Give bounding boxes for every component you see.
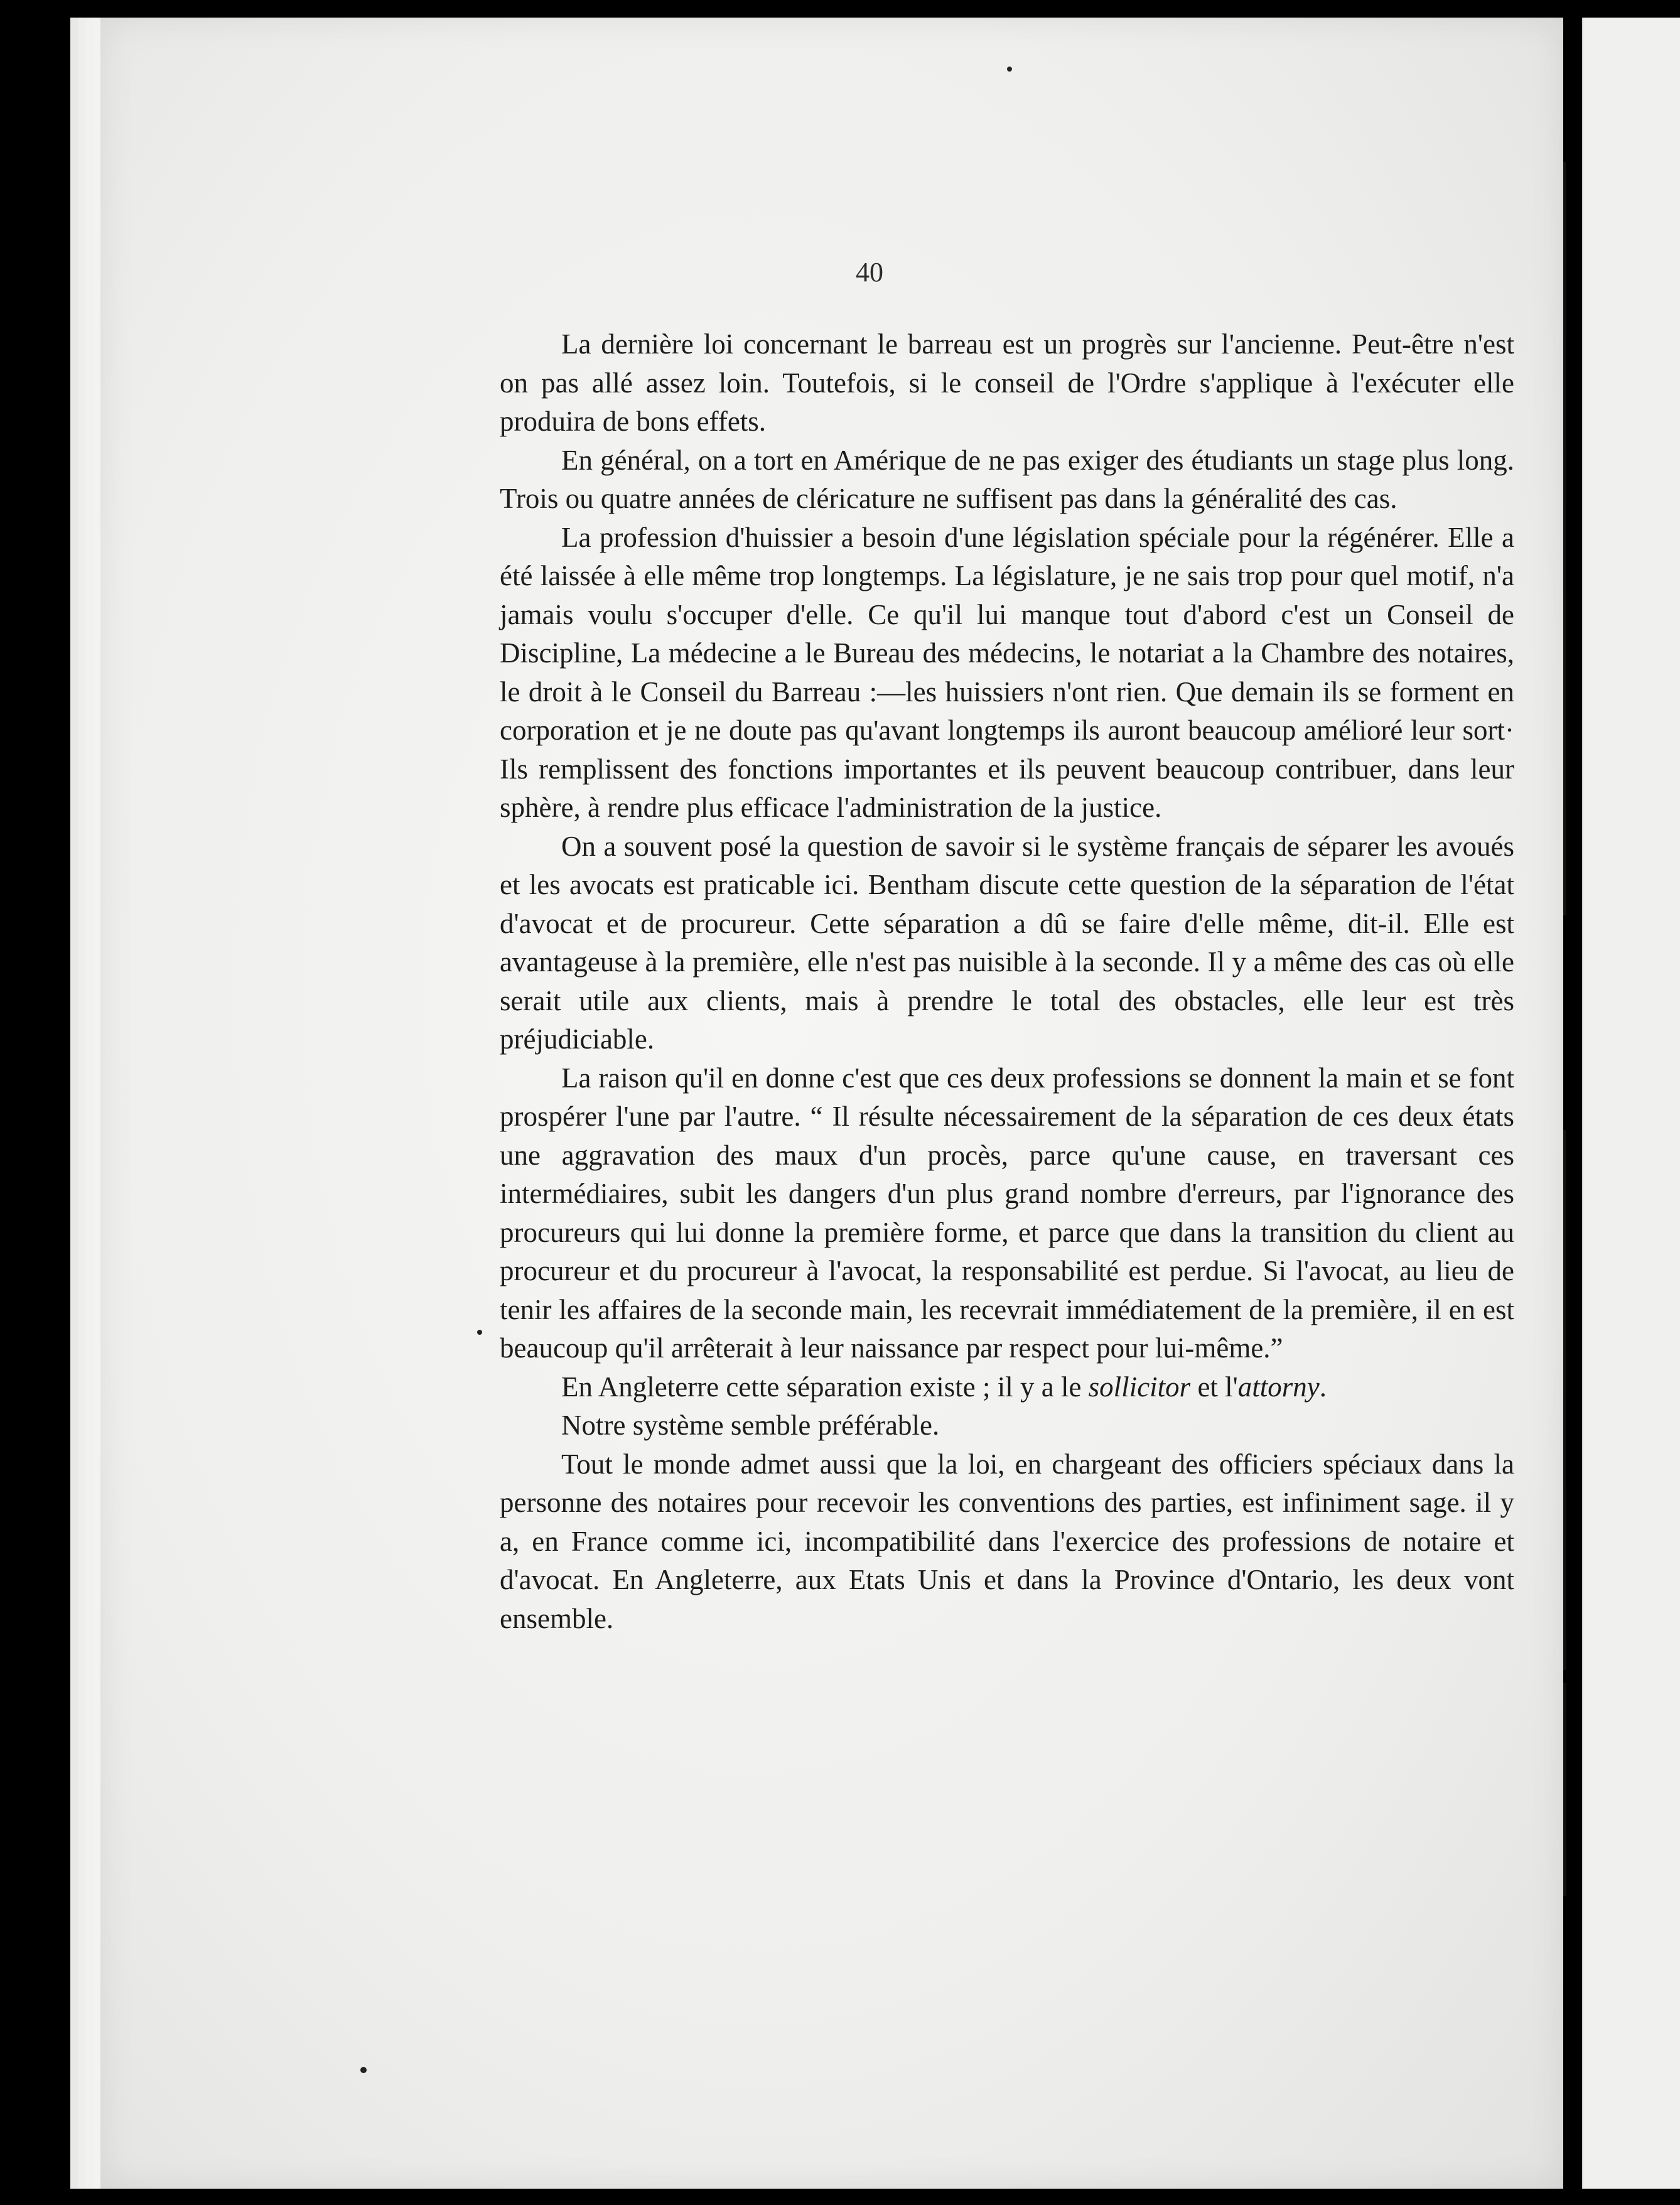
book-page — [100, 18, 1563, 2189]
paragraph-text: et l' — [1190, 1371, 1238, 1403]
paragraph: La dernière loi concernant le barreau est un progrès sur l'ancienne. Peut-être n'est on pas allé assez loin. Toutefois, si le conseil de l'Ordre s'applique à l'exécuter elle produira de bons effets. — [500, 328, 1514, 437]
scan-speck — [360, 2067, 367, 2073]
paragraph — [500, 1368, 1514, 1407]
scan-speck — [477, 1330, 482, 1335]
scan-speck — [1007, 67, 1012, 72]
paragraph: On a souvent posé la question de savoir si le système français de séparer les avoués et les avocats est praticable ici. Bentham discute cette question de la séparation de l'état d'avocat et de procureur. Cette séparation a dû se faire d'elle même, dit-il. Elle est avantageuse à la première, elle n'est pas nuisible à la seconde. Il y a même des cas où elle serait utile aux clients, mais à prendre le total des obstacles, elle leur est très préjudiciable. — [500, 830, 1514, 1055]
paragraph-text: En Angleterre cette séparation existe ; il y a le — [561, 1371, 1089, 1403]
paragraph: En général, on a tort en Amérique de ne pas exiger des étudiants un stage plus long. Trois ou quatre années de cléricature ne suffisent pas dans la généralité des cas. — [500, 444, 1514, 514]
facing-page-edge — [1582, 18, 1680, 2189]
italic-term: attorny — [1237, 1371, 1320, 1403]
italic-term: sollicitor — [1088, 1371, 1191, 1403]
paragraph: La profession d'huissier a besoin d'une législation spéciale pour la régénérer. Elle a été laissée à elle même trop longtemps. La législature, je ne sais trop pour quel motif, n'a jamais voulu s'occuper d'elle. Ce qu'il lui manque tout d'abord c'est un Conseil de Discipline, La médecine a le Bureau des médecins, le notariat a la Chambre des notaires, le droit à le Conseil du Barreau :—les huissiers n'ont rien. Que demain ils se forment en corporation et je ne doute pas qu'avant longtemps ils auront beaucoup amélioré leur sort· Ils remplissent des fonctions importantes et ils peuvent beaucoup contribuer, dans leur sphère, à rendre plus efficace l'administration de la justice. — [500, 521, 1514, 823]
paragraph: La raison qu'il en donne c'est que ces deux professions se donnent la main et se font prospérer l'une par l'autre. “ Il résulte nécessairement de la séparation de ces deux états une aggravation des maux d'un procès, parce qu'une cause, en traversant ces intermédiaires, subit les dangers d'un plus grand nombre d'erreurs, par l'ignorance des procureurs qui lui donne la première forme, et parce que dans la transition du client au procureur et du procureur à l'avocat, la responsabilité est perdue. Si l'avocat, au lieu de tenir les affaires de la seconde main, les recevrait immédiatement de la première, il en est beaucoup qu'il arrêterait à leur naissance par respect pour lui-même.” — [500, 1062, 1514, 1364]
page-number: 40 — [856, 257, 883, 288]
page-body — [500, 325, 1514, 1638]
paragraph: Notre système semble préférable. — [561, 1410, 940, 1441]
paragraph: Tout le monde admet aussi que la loi, en chargeant des officiers spéciaux dans la personne des notaires pour recevoir les conventions des parties, est infiniment sage. il y a, en France comme ici, incompatibilité dans l'exercice des professions de notaire et d'avocat. En Angleterre, aux Etats Unis et dans la Province d'Ontario, les deux vont ensemble. — [500, 1448, 1514, 1634]
paragraph-text: . — [1319, 1371, 1327, 1403]
